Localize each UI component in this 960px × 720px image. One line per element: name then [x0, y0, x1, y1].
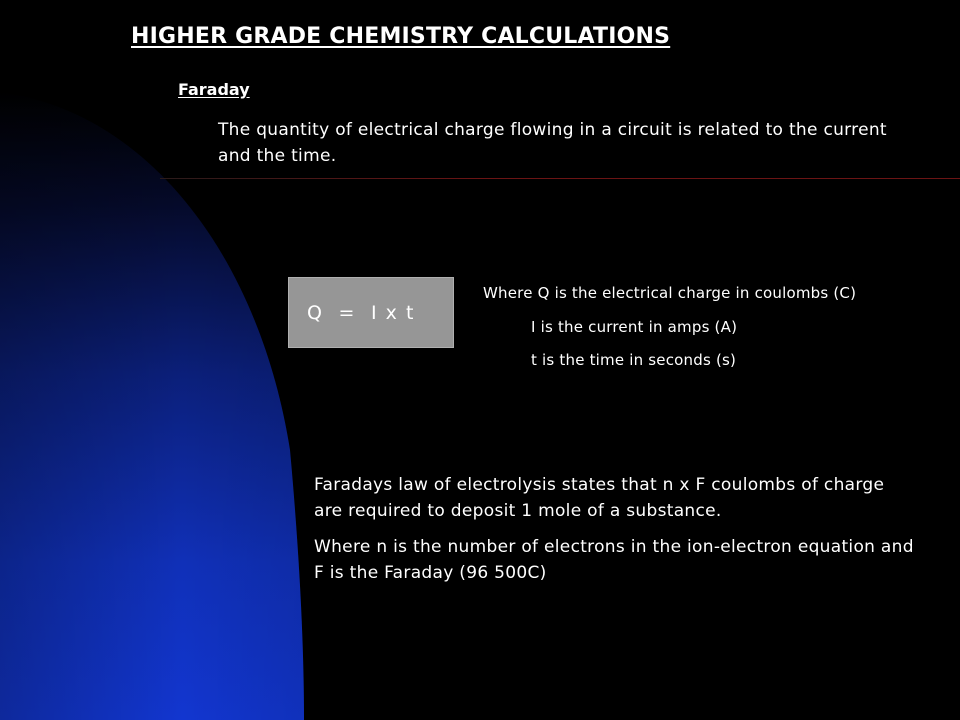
intro-text: The quantity of electrical charge flowing in a circuit is related to the current and the time. — [218, 120, 887, 166]
law-definition: Where n is the number of electrons in the ion-electron equation and F is the Faraday (96 500C) — [314, 537, 914, 583]
formula-box — [288, 277, 454, 348]
formula-text: Q = I x t — [307, 301, 415, 324]
slide-title: HIGHER GRADE CHEMISTRY CALCULATIONS — [131, 24, 671, 49]
faraday-law-block — [314, 472, 914, 596]
section-heading: Faraday — [178, 80, 250, 99]
divider-line — [160, 178, 960, 179]
definition-time: t is the time in seconds (s) — [531, 351, 737, 369]
law-statement: Faradays law of electrolysis states that n x F coulombs of charge are required to deposit 1 mole of a substance. — [314, 475, 885, 521]
definition-charge: Where Q is the electrical charge in coulombs (C) — [483, 284, 857, 302]
definition-current: I is the current in amps (A) — [531, 318, 738, 336]
